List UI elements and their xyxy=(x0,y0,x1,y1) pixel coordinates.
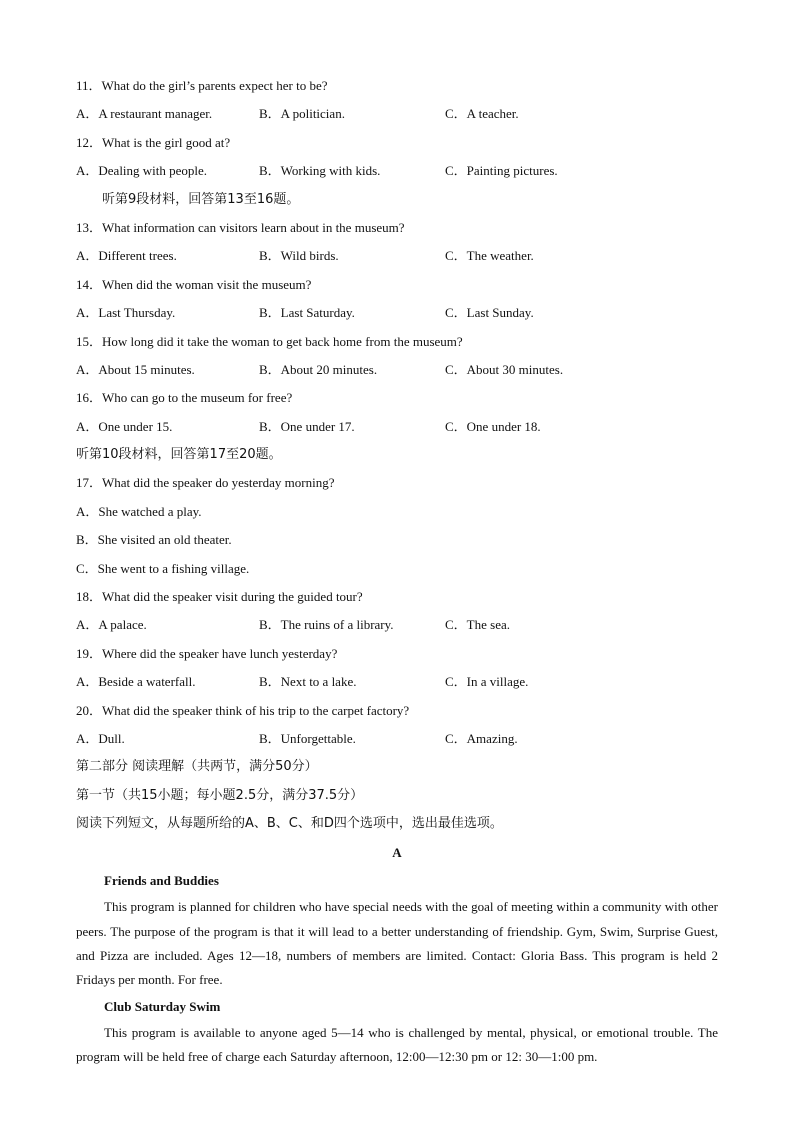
option-c: C．One under 18. xyxy=(445,418,541,434)
option-b: B．One under 17. xyxy=(259,418,355,434)
option-a: A．Last Thursday. xyxy=(76,305,176,321)
section-1-title: 第一节（共15小题；每小题2.5分，满分37.5分） xyxy=(76,787,364,803)
question-18-options xyxy=(76,611,718,639)
option-b: B．Unforgettable. xyxy=(259,730,356,746)
option-b: B．About 20 minutes. xyxy=(259,361,378,377)
option-c: C．Last Sunday. xyxy=(445,305,534,321)
question-12: 12．What is the girl good at? xyxy=(76,134,231,150)
section-9-instruction: 听第9段材料，回答第13至16题。 xyxy=(102,191,300,207)
option-c: C．The weather. xyxy=(445,248,534,264)
option-a: A．About 15 minutes. xyxy=(76,361,195,377)
option-c: C．About 30 minutes. xyxy=(445,361,564,377)
question-14: 14．When did the woman visit the museum? xyxy=(76,276,312,292)
program-description: This program is planned for children who have special needs with the goal of meeting within a community with other peers. The purpose of the program is that it will lead to a better understanding of friendship. Gym, Swim, Surprise Guest, and Pizza are included. Ages 12—18, numbers of members are limited. Contact: Gloria Bass. This program is held 2 Fridays per month. For free. xyxy=(76,899,718,988)
passage-letter: A xyxy=(392,844,402,860)
option-c: C．In a village. xyxy=(445,674,529,690)
question-13-options xyxy=(76,242,718,270)
option-a: A．A restaurant manager. xyxy=(76,106,213,122)
option-c: C．Painting pictures. xyxy=(445,163,558,179)
program-description: This program is available to anyone aged 5—14 who is challenged by mental, physical, or emotional trouble. The program will be held free of charge each Saturday afternoon, 12:00—12:30 pm or 12: 30—1:00 pm. xyxy=(76,1024,718,1065)
option-b: B．Next to a lake. xyxy=(259,674,357,690)
option-a: A．Dull. xyxy=(76,730,125,746)
option-a: A．Different trees. xyxy=(76,248,177,264)
option-b: B．The ruins of a library. xyxy=(259,617,394,633)
option-b: B．Wild birds. xyxy=(259,248,339,264)
question-11: 11．What do the girl’s parents expect her to be? xyxy=(76,78,328,93)
question-20: 20．What did the speaker think of his trip to the carpet factory? xyxy=(76,702,410,718)
exam-page xyxy=(76,72,718,1070)
option-b: B．Last Saturday. xyxy=(259,305,355,321)
question-17: 17．What did the speaker do yesterday morning? xyxy=(76,475,335,491)
question-19-options xyxy=(76,668,718,696)
option-a: A．She watched a play. xyxy=(76,503,202,519)
option-b: B．Working with kids. xyxy=(259,163,381,179)
question-16: 16．Who can go to the museum for free? xyxy=(76,390,293,406)
question-19: 19．Where did the speaker have lunch yesterday? xyxy=(76,645,338,661)
option-c: C．A teacher. xyxy=(445,106,519,122)
part-2-title: 第二部分 阅读理解（共两节，满分50分） xyxy=(76,759,318,775)
option-b: B．A politician. xyxy=(259,106,345,122)
question-15: 15．How long did it take the woman to get back home from the museum? xyxy=(76,333,463,349)
program-title: Club Saturday Swim xyxy=(104,998,221,1014)
option-a: A．Dealing with people. xyxy=(76,163,208,179)
option-a: A．One under 15. xyxy=(76,418,173,434)
question-18: 18．What did the speaker visit during the guided tour? xyxy=(76,589,363,605)
option-a: A．Beside a waterfall. xyxy=(76,674,196,690)
section-10-instruction: 听第10段材料，回答第17至20题。 xyxy=(76,447,282,463)
question-12-options xyxy=(76,157,718,185)
program-title: Friends and Buddies xyxy=(104,872,219,888)
option-b: B．She visited an old theater. xyxy=(76,532,232,548)
option-c: C．The sea. xyxy=(445,617,510,633)
question-14-options xyxy=(76,299,718,327)
question-11-options xyxy=(76,100,718,128)
option-c: C．She went to a fishing village. xyxy=(76,560,250,576)
question-13: 13．What information can visitors learn about in the museum? xyxy=(76,219,405,235)
question-16-options xyxy=(76,413,718,441)
question-20-options xyxy=(76,725,718,753)
reading-instructions: 阅读下列短文，从每题所给的A、B、C、和D四个选项中，选出最佳选项。 xyxy=(76,816,503,832)
question-15-options xyxy=(76,356,718,384)
option-a: A．A palace. xyxy=(76,617,147,633)
option-c: C．Amazing. xyxy=(445,730,518,746)
